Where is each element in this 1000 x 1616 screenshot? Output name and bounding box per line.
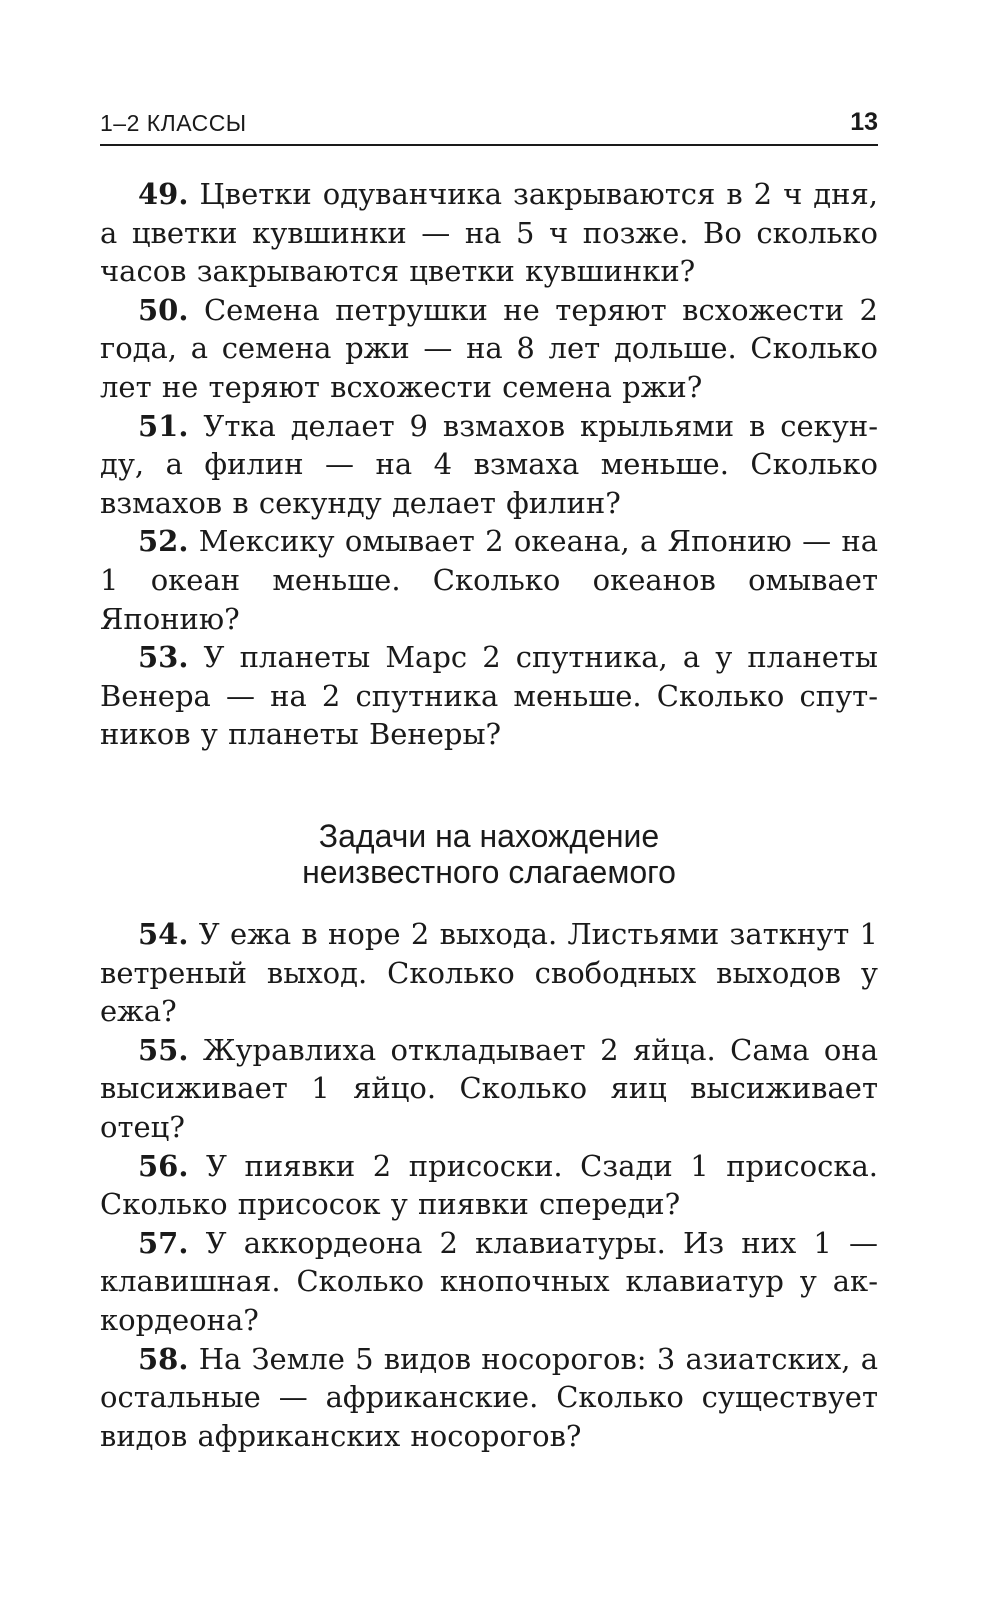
problem-number: 54. (138, 917, 189, 951)
problem-55 (100, 1031, 878, 1147)
problem-49 (100, 175, 878, 291)
problem-57 (100, 1224, 878, 1340)
problem-number: 57. (138, 1225, 189, 1260)
problem-text: Цветки одуванчика закрываются в 2 ч дня, а цветки кувшинки — на 5 ч позже. Во сколько часов закрываются цветки кувшинки? (100, 177, 879, 289)
section-heading (100, 818, 878, 890)
problem-text: Утка делает 9 взмахов крыльями в секунду, а филин — на 4 взмаха меньше. Сколько взмахов в секунду делает филин? (100, 408, 879, 520)
book-page (100, 0, 878, 1616)
problem-number: 58. (138, 1341, 189, 1376)
problem-number: 50. (138, 292, 189, 327)
problems-block-2 (100, 915, 878, 1455)
section-label: 1–2 КЛАССЫ (100, 110, 247, 136)
problem-50 (100, 291, 878, 407)
problem-text: У ежа в норе 2 выхода. Листьями заткнут 1 ветреный выход. Сколько свободных выходов у ежа? (100, 917, 879, 1029)
problem-text: У пиявки 2 присоски. Сзади 1 присоска. Сколько присосок у пиявки спереди? (100, 1148, 879, 1222)
problem-56 (100, 1147, 878, 1224)
problem-number: 49. (138, 177, 189, 211)
section-heading-line-1: Задачи на нахождение (318, 818, 660, 854)
section-heading-line-2: неизвестного слагаемого (302, 854, 676, 890)
problem-52 (100, 522, 878, 638)
problem-58 (100, 1340, 878, 1456)
problem-number: 55. (138, 1032, 189, 1067)
problem-51 (100, 407, 878, 523)
problem-number: 53. (138, 640, 189, 675)
problem-number: 51. (138, 408, 189, 443)
problem-text: Семена петрушки не теряют всхожести 2 года, а семена ржи — на 8 лет дольше. Сколько лет не теряют всхожести семена ржи? (100, 292, 878, 404)
problem-text: Мексику омывает 2 океана, а Японию — на 1 океан меньше. Сколько океанов омывает Японию? (100, 524, 879, 636)
running-header (100, 108, 878, 146)
problem-53 (100, 638, 878, 754)
problem-text: У аккордеона 2 клавиатуры. Из них 1 — клавишная. Сколько кнопочных клавиатур у аккордеона? (100, 1225, 879, 1337)
problem-number: 56. (138, 1148, 189, 1183)
problem-number: 52. (138, 524, 189, 559)
problems-block-1 (100, 175, 878, 754)
problem-text: Журавлиха откладывает 2 яйца. Сама она высиживает 1 яйцо. Сколько яиц высиживает отец? (100, 1032, 879, 1144)
problem-text: У планеты Марс 2 спутника, а у планеты Венера — на 2 спутника меньше. Сколько спутников у планеты Венеры? (100, 640, 878, 752)
problem-text: На Земле 5 видов носорогов: 3 азиатских, а остальные — африканские. Сколько существует видов африканских носорогов? (100, 1341, 878, 1453)
problem-54 (100, 915, 878, 1031)
page-number: 13 (850, 108, 878, 136)
